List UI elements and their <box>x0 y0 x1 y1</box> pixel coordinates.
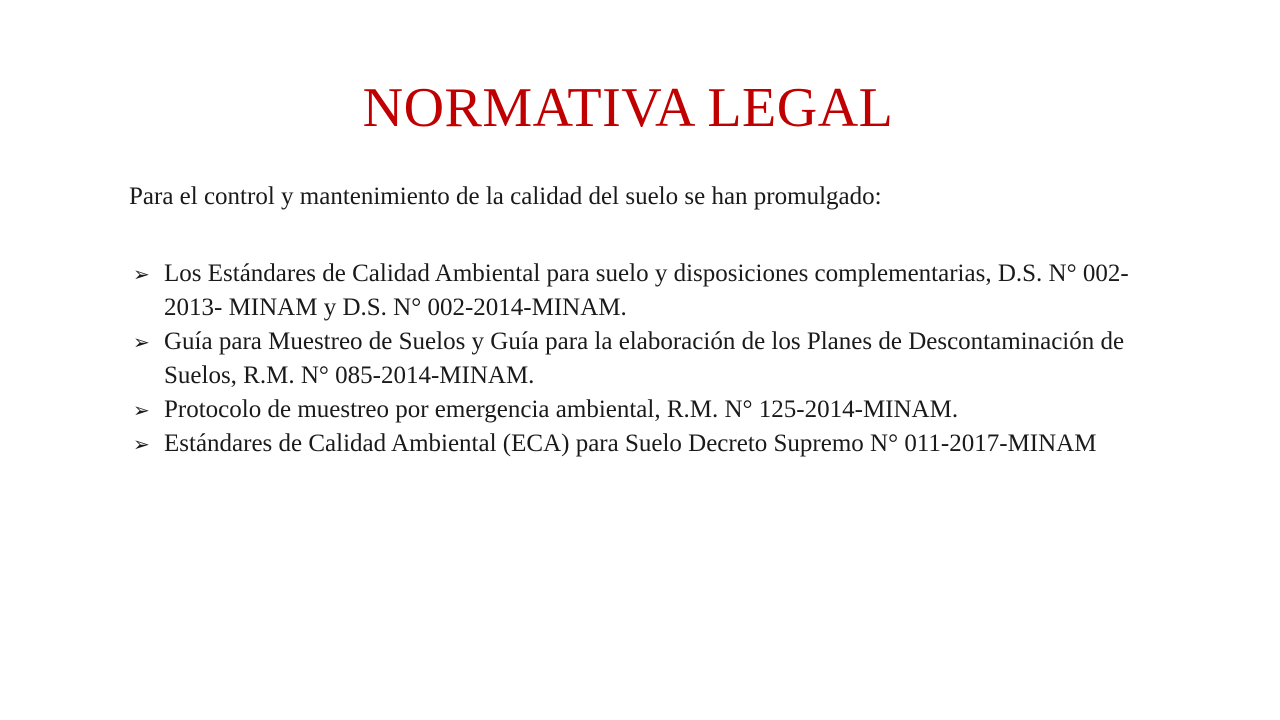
list-item <box>131 427 1161 461</box>
arrow-bullet-icon: ➢ <box>133 432 150 456</box>
list-item-text: Guía para Muestreo de Suelos y Guía para la elaboración de los Planes de Descontaminación de Suelos, R.M. N° 085-2014-MINAM. <box>164 328 1125 389</box>
list-item-text: Estándares de Calidad Ambiental (ECA) para Suelo Decreto Supremo N° 011-2017-MINAM <box>164 430 1097 457</box>
arrow-bullet-icon: ➢ <box>133 262 150 286</box>
intro-text: Para el control y mantenimiento de la calidad del suelo se han promulgado: <box>129 183 882 210</box>
list-item <box>131 257 1161 325</box>
regulation-list <box>131 257 1161 461</box>
slide-title: NORMATIVA LEGAL <box>362 77 894 139</box>
list-item <box>131 393 1161 427</box>
list-item-text: Los Estándares de Calidad Ambiental para suelo y disposiciones complementarias, D.S. N° 002-2013- MINAM y D.S. N° 002-2014-MINAM. <box>164 260 1129 321</box>
list-item <box>131 325 1161 393</box>
arrow-bullet-icon: ➢ <box>133 330 150 354</box>
arrow-bullet-icon: ➢ <box>133 398 150 422</box>
list-item-text: Protocolo de muestreo por emergencia ambiental, R.M. N° 125-2014-MINAM. <box>164 396 959 423</box>
